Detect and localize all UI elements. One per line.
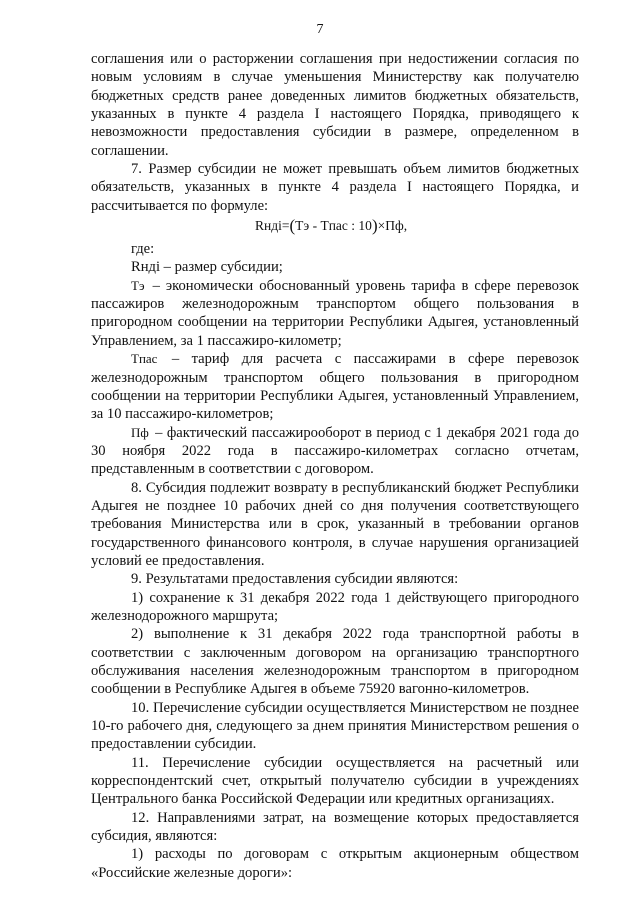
formula-close-paren: ) xyxy=(371,216,378,236)
definition-te-text: – экономически обоснованный уровень тарифа в сфере перевозок пассажиров железнодорожным транспортом общего пользования в пригородном сообщении на территории Республики Адыгея, установленный Управлением, за 1 пассажиро-километр; xyxy=(91,277,579,349)
paragraph-8: 8. Субсидия подлежит возврату в республиканский бюджет Республики Адыгея не позднее 10 рабочих дней со дня получения соответствующего требования Министерства или в срок, указанный в требовании органов государственного финансового контроля, в случае нарушения организацией условий ее предоставления. xyxy=(91,479,579,569)
paragraph-7: 7. Размер субсидии не может превышать объем лимитов бюджетных обязательств, указанных в пункте 4 раздела I настоящего Порядка, и рассчитывается по формуле: xyxy=(91,161,579,214)
subsidy-formula xyxy=(91,216,579,236)
formula-div: : 10 xyxy=(347,218,372,234)
formula-eq: = xyxy=(281,218,290,234)
definition-pf-symbol: Пф xyxy=(131,424,149,440)
formula-tpas: Tпас xyxy=(320,218,348,234)
definition-te-symbol: Tэ xyxy=(131,277,145,293)
definition-te xyxy=(91,277,579,350)
formula-times: × xyxy=(377,218,386,234)
paragraph-9-item-1: 1) сохранение к 31 декабря 2022 года 1 действующего пригородного железнодорожного маршрута; xyxy=(91,589,579,624)
formula-open-paren: ( xyxy=(289,216,296,236)
definition-r: Rнді – размер субсидии; xyxy=(131,259,283,276)
document-body xyxy=(91,50,579,882)
formula-comma: , xyxy=(403,218,408,234)
definition-pf-text: – фактический пассажирооборот в период с 1 декабря 2021 года до 30 ноября 2022 года в пассажиро-километрах согласно отчетам, представленным в соответствии с договором. xyxy=(91,424,579,478)
formula-lhs: Rнді xyxy=(255,218,282,234)
paragraph-9: 9. Результатами предоставления субсидии являются: xyxy=(131,571,459,588)
paragraph-12: 12. Направлениями затрат, на возмещение которых предоставляется субсидия, являются: xyxy=(91,809,579,845)
where-label: где: xyxy=(131,241,155,258)
page-number: 7 xyxy=(316,22,324,37)
formula-pf: Пф xyxy=(385,218,404,234)
paragraph-10: 10. Перечисление субсидии осуществляется Министерством не позднее 10-го рабочего дня, следующего за днем принятия Министерством решения о предоставлении субсидии. xyxy=(91,699,579,753)
paragraph-12-item-1: 1) расходы по договорам с открытым акционерным обществом «Российские железные дороги»: xyxy=(91,846,579,881)
formula-te: Tэ xyxy=(295,218,310,234)
paragraph-9-item-2: 2) выполнение к 31 декабря 2022 года транспортной работы в соответствии с заключенным договором на организацию транспортного обслуживания населения железнодорожным транспортом в пригородном сообщении в Республике Адыгея в объеме 75920 вагонно-километров. xyxy=(91,626,579,698)
formula-minus: - xyxy=(309,218,321,234)
paragraph-continuation: соглашения или о расторжении соглашения при недостижении согласия по новым условиям в случае уменьшения Министерству как получателю бюджетных средств ранее доведенных лимитов бюджетных обязательств, указанных в пункте 4 раздела I настоящего Порядка, приводящего к невозможности предоставления субсидии в размере, определенном в соглашении. xyxy=(91,51,579,159)
paragraph-11: 11. Перечисление субсидии осуществляется на расчетный или корреспондентский счет, открытый получателю субсидии в учреждениях Центрального банка Российской Федерации или кредитных организациях. xyxy=(91,754,579,808)
definition-tpas-text: – тариф для расчета с пассажирами в сфере перевозок железнодорожным транспортом общего пользования в пригородном сообщении на территории Республики Адыгея, установленный Управлением, за 10 пассажиро-километров; xyxy=(91,351,579,423)
definition-tpas xyxy=(91,350,579,423)
definition-pf xyxy=(91,424,579,479)
definition-tpas-symbol: Tпас xyxy=(131,351,158,367)
